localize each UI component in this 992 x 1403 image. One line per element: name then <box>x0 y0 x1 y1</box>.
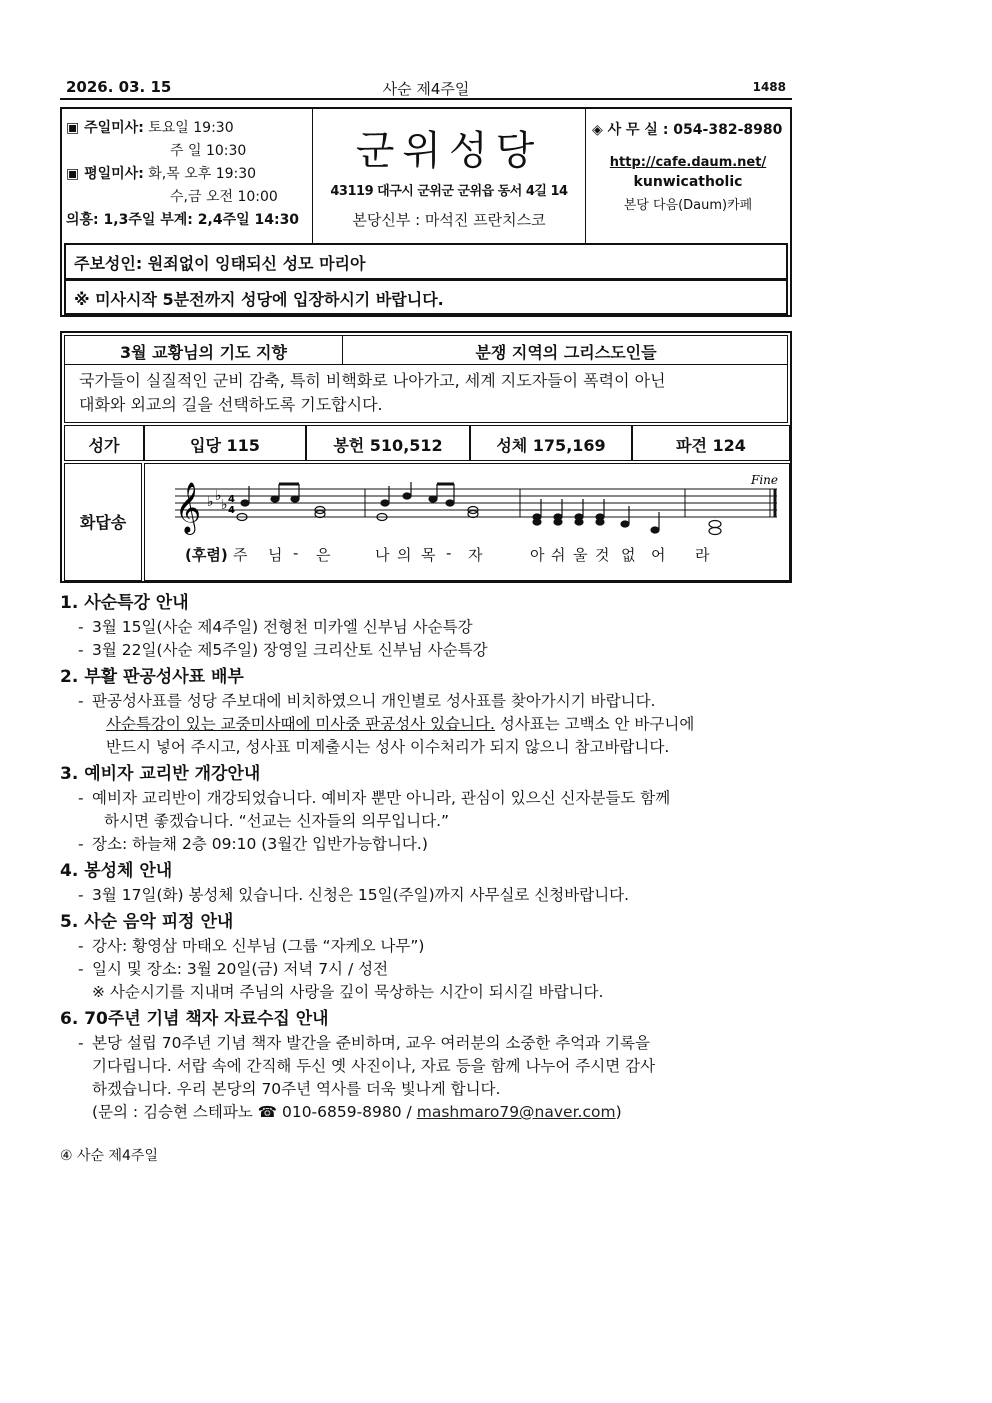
lyric-syllable: 주 <box>233 546 248 564</box>
underlined-text: 사순특강이 있는 교중미사때에 미사중 판공성사 있습니다. <box>106 715 495 733</box>
fine-mark: Fine <box>751 473 778 487</box>
section-title: 6. 70주년 기념 책자 자료수집 안내 <box>60 1009 329 1029</box>
lyric-syllable: 어 <box>651 546 666 564</box>
liturgical-week: 사순 제4주일 <box>382 80 470 98</box>
svg-text:♭: ♭ <box>207 494 214 510</box>
list-item-continuation: 하겠습니다. 우리 본당의 70주년 역사를 더욱 빛나게 합니다. <box>92 1080 501 1098</box>
page-footer: ④ 사순 제4주일 <box>60 1148 158 1164</box>
contact-suffix: ) <box>615 1103 622 1121</box>
lyric-syllable: 없 <box>621 546 636 564</box>
saturday-mass-time: 토요일 19:30 <box>148 120 234 136</box>
office-phone: ◈ 사 무 실 : 054-382-8980 <box>592 122 783 138</box>
tue-thu-mass-time: 화,목 오후 19:30 <box>148 166 257 182</box>
prayer-intention-box <box>60 331 792 583</box>
section-lent-lecture: 1. 사순특강 안내 - 3월 15일(사순 제4주일) 전형천 미카엘 신부님 사순특강 - 3월 22일(사순 제5주일) 장영일 크리산토 신부님 사순특강 <box>60 590 800 662</box>
section-home-communion: 4. 봉성체 안내 - 3월 17일(화) 봉성체 있습니다. 신청은 15일(주일)까지 사무실로 신청바랍니다. <box>60 858 800 907</box>
psalm-score <box>144 463 790 581</box>
parish-address: 43119 대구시 군위군 군위읍 동서 4길 14 <box>330 184 568 199</box>
cafe-url[interactable]: http://cafe.daum.net/ <box>609 155 767 170</box>
list-item-continuation <box>60 713 800 736</box>
refrain-label: (후렴) <box>185 546 228 564</box>
cafe-description: 본당 다음(Daum)카페 <box>623 198 753 213</box>
parish-title-block <box>312 109 586 243</box>
section-title: 4. 봉성체 안내 <box>60 861 173 881</box>
list-item: 일시 및 장소: 3월 20일(금) 저녁 7시 / 성전 <box>92 960 389 978</box>
psalm-row <box>64 461 788 581</box>
sunday-mass-label: ▣ 주일미사: <box>66 120 144 136</box>
intention-title: 3월 교황님의 기도 지향 <box>65 336 343 364</box>
issue-number: 1488 <box>752 80 786 94</box>
svg-text:4: 4 <box>228 494 235 505</box>
retreat-note: ※ 사순시기를 지내며 주님의 사랑을 깊이 묵상하는 시간이 되시길 바랍니다. <box>92 983 604 1001</box>
hymn-dismissal: 파견 124 <box>632 425 790 461</box>
parish-name: 군위성당 <box>355 128 543 174</box>
parish-header <box>60 107 792 317</box>
hymn-label: 성가 <box>64 425 144 461</box>
list-item: 본당 설립 70주년 기념 책자 발간을 준비하며, 교우 여러분의 소중한 추억과 기록을 <box>92 1034 650 1052</box>
lyric-syllable: 의 <box>397 546 412 564</box>
list-item: 3월 15일(사순 제4주일) 전형천 미카엘 신부님 사순특강 <box>92 618 473 636</box>
intention-line-2: 대화와 외교의 길을 선택하도록 기도합시다. <box>79 395 383 414</box>
hymn-communion: 성체 175,169 <box>470 425 632 461</box>
section-catechumen-class: 3. 예비자 교리반 개강안내 - 예비자 교리반이 개강되었습니다. 예비자 뿐만 아니라, 관심이 있으신 신자분들도 함께 하시면 좋겠습니다. “선교는 신자들의 의무입니다.” - 장소: 하늘채 2층 09:10 (3월간 입반가능합니다.) <box>60 761 800 856</box>
sunday-label: 주 일 <box>170 143 202 159</box>
list-item: 예비자 교리반이 개강되었습니다. 예비자 뿐만 아니라, 관심이 있으신 신자분들도 함께 <box>92 789 671 807</box>
list-item-continuation: 하시면 좋겠습니다. “선교는 신자들의 의무입니다.” <box>104 812 450 830</box>
list-item-continuation: 기다립니다. 서랍 속에 간직해 두신 옛 사진이나, 자료 등을 함께 나누어 주시면 감사 <box>92 1057 656 1075</box>
section-title: 5. 사순 음악 피정 안내 <box>60 912 234 932</box>
hymn-entrance: 입당 115 <box>144 425 306 461</box>
hymn-offertory: 봉헌 510,512 <box>306 425 470 461</box>
psalm-lyrics <box>185 544 785 566</box>
weekday-mass-label: ▣ 평일미사: <box>66 166 144 182</box>
lyric-syllable: 님 <box>268 546 283 564</box>
lyric-syllable: 자 <box>468 546 483 564</box>
lyric-syllable: - <box>293 544 299 562</box>
contact-block <box>586 109 790 243</box>
lyric-syllable: - <box>446 544 452 562</box>
intention-subject: 분쟁 지역의 그리스도인들 <box>475 343 657 362</box>
contact-email-link[interactable]: mashmaro79@naver.com <box>416 1103 616 1121</box>
hymn-row <box>64 425 788 461</box>
list-item: 장소: 하늘채 2층 09:10 (3월간 입반가능합니다.) <box>92 835 428 853</box>
lyric-syllable: 은 <box>316 546 331 564</box>
lyric-syllable: 울 <box>573 546 588 564</box>
lyric-syllable: 아 <box>530 546 545 564</box>
section-title: 1. 사순특강 안내 <box>60 593 189 613</box>
section-title: 3. 예비자 교리반 개강안내 <box>60 764 261 784</box>
mass-schedule <box>62 109 312 243</box>
svg-text:♭: ♭ <box>215 488 222 504</box>
pastor-name: 본당신부 : 마석진 프란치스코 <box>352 211 546 229</box>
section-confession-card: 2. 부활 판공성사표 배부 - 판공성사표를 성당 주보대에 비치하였으니 개인별로 성사표를 찾아가시기 바랍니다. 사순특강이 있는 교중미사때에 미사중 판공성사 있습니다. 성사표는 고백소 안 바구니에 반드시 넣어 주시고, 성사표 미제출시는 성사 이수처리가 되지 않으니 참고바랍니다. <box>60 664 800 759</box>
section-music-retreat: 5. 사순 음악 피정 안내 - 강사: 황영삼 마태오 신부님 (그룹 “자케오 나무”) - 일시 및 장소: 3월 20일(금) 저녁 7시 / 성전 ※ 사순시기를 지내며 주님의 사랑을 깊이 묵상하는 시간이 되시길 바랍니다. <box>60 909 800 1004</box>
treble-clef-icon: 𝄞 <box>175 482 202 533</box>
cafe-id: kunwicatholic <box>633 174 743 190</box>
continuation-text: 성사표는 고백소 안 바구니에 <box>494 715 695 733</box>
lyric-syllable: 나 <box>375 546 390 564</box>
intention-line-1: 국가들이 실질적인 군비 감축, 특히 비핵화로 나아가고, 세계 지도자들이 폭력이 아닌 <box>79 371 666 390</box>
list-item: 강사: 황영삼 마태오 신부님 (그룹 “자케오 나무”) <box>92 937 425 955</box>
mass-arrival-notice: ※ 미사시작 5분전까지 성당에 입장하시기 바랍니다. <box>64 279 788 315</box>
announcements <box>60 590 800 1126</box>
list-item: 3월 22일(사순 제5주일) 장영일 크리산토 신부님 사순특강 <box>92 641 488 659</box>
lyric-syllable: 것 <box>595 546 610 564</box>
contact-line <box>60 1101 800 1124</box>
list-item: 3월 17일(화) 봉성체 있습니다. 신청은 15일(주일)까지 사무실로 신청바랍니다. <box>92 886 630 904</box>
list-item-continuation: 반드시 넣어 주시고, 성사표 미제출시는 성사 이수처리가 되지 않으니 참고바랍니다. <box>106 738 670 756</box>
lyric-syllable: 목 <box>421 546 436 564</box>
issue-date: 2026. 03. 15 <box>66 78 172 96</box>
header-line <box>60 78 792 100</box>
psalm-label: 화답송 <box>64 463 142 581</box>
section-title: 2. 부활 판공성사표 배부 <box>60 667 244 687</box>
lyric-syllable: 라 <box>695 546 710 564</box>
wed-fri-mass-time: 수,금 오전 10:00 <box>170 189 278 205</box>
contact-prefix: (문의 : 김승현 스테파노 ☎ 010-6859-8980 / <box>92 1103 417 1121</box>
sunday-mass-time: 10:30 <box>205 143 247 159</box>
list-item: 판공성사표를 성당 주보대에 비치하였으니 개인별로 성사표를 찾아가시기 바랍니다. <box>92 692 656 710</box>
svg-text:4: 4 <box>228 505 235 516</box>
intention-text <box>64 365 788 423</box>
mission-mass-times: 의흥: 1,3주일 부계: 2,4주일 14:30 <box>66 212 300 228</box>
section-anniversary-book: 6. 70주년 기념 책자 자료수집 안내 - 본당 설립 70주년 기념 책자 발간을 준비하며, 교우 여러분의 소중한 추억과 기록을 기다립니다. 서랍 속에 간직해 두신 옛 사진이나, 자료 등을 함께 나누어 주시면 감사 하겠습니다. 우리 본당의 70주년 역사를 더욱 빛나게 합니다. (문의 : 김승현 스테파노 ☎ 010-6859-8980 / mashmaro79@naver.com) <box>60 1006 800 1124</box>
svg-text:♭: ♭ <box>221 497 228 513</box>
lyric-syllable: 쉬 <box>551 546 566 564</box>
patron-saint: 주보성인: 원죄없이 잉태되신 성모 마리아 <box>64 243 788 279</box>
